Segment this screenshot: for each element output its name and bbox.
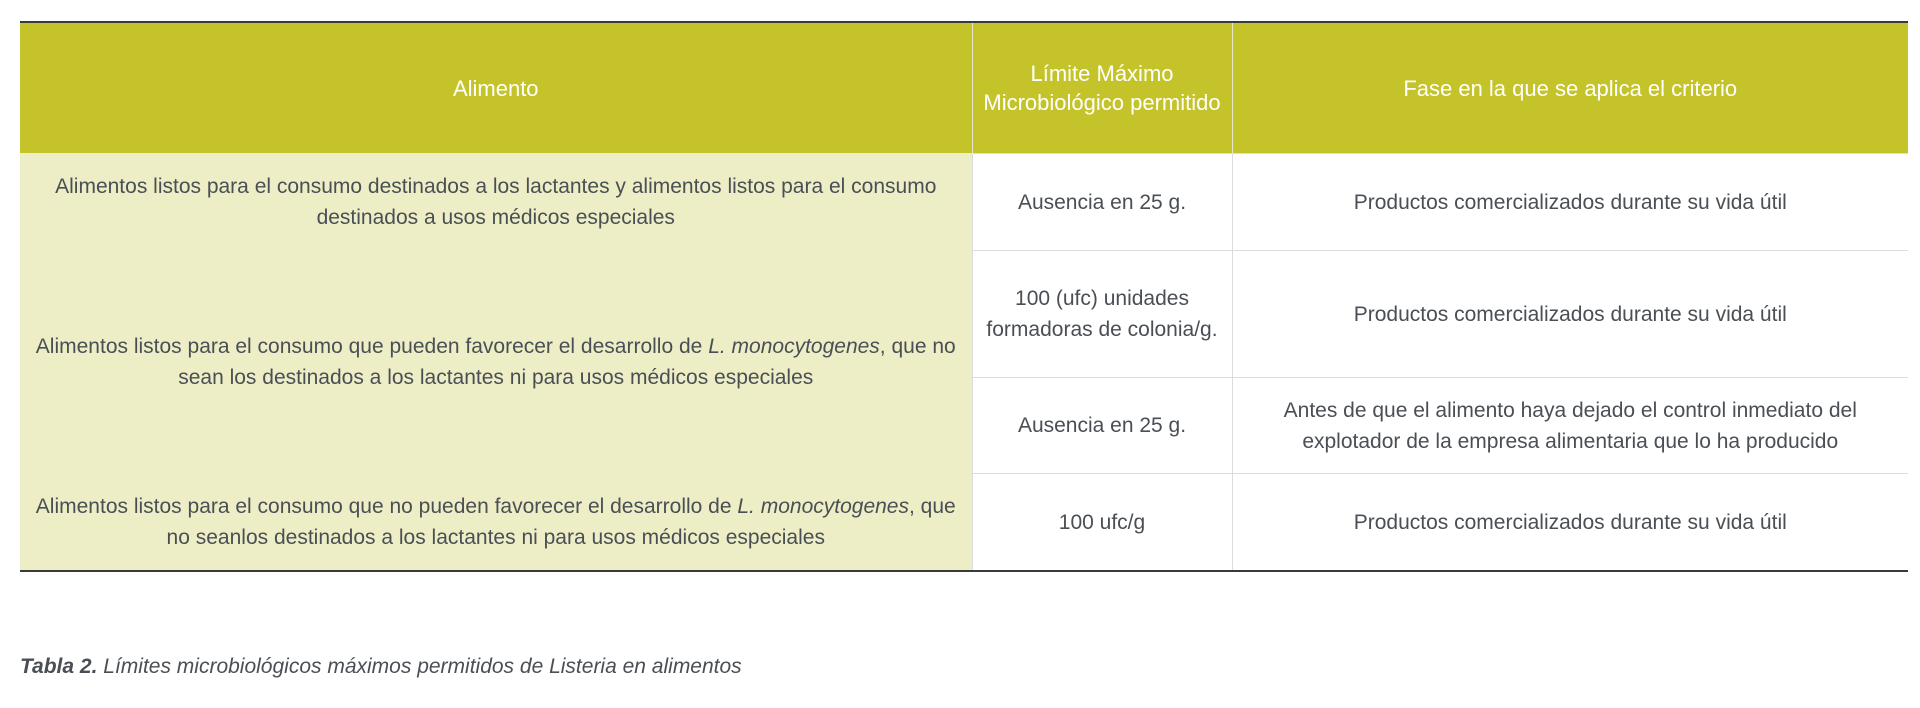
table-header-row [20,22,1908,154]
limit-cell: Ausencia en 25 g. [972,378,1232,474]
phase-cell: Productos comercializados durante su vida útil [1232,251,1908,378]
phase-cell: Antes de que el alimento haya dejado el control inmediato del explotador de la empresa alimentaria que lo ha producido [1232,378,1908,474]
limit-cell: 100 (ufc) unidades formadoras de colonia/g. [972,251,1232,378]
species-name: L. monocytogenes [708,335,880,358]
food-cell [20,474,972,572]
food-text: , que no sean los destinados a los lactantes ni para usos médicos especiales [178,335,956,389]
phase-cell: Productos comercializados durante su vida útil [1232,474,1908,572]
listeria-limits-table [20,21,1908,572]
food-text: , que no seanlos destinados a los lactantes ni para usos médicos especiales [166,495,956,549]
caption-text: Límites microbiológicos máximos permitidos de Listeria en alimentos [103,655,742,678]
food-cell [20,251,972,474]
header-food: Alimento [20,22,972,154]
table-row [20,154,1908,251]
listeria-limits-table-wrapper [20,21,1908,572]
caption-label: Tabla 2. [20,655,98,678]
limit-cell: Ausencia en 25 g. [972,154,1232,251]
food-text: Alimentos listos para el consumo que no pueden favorecer el desarrollo de [35,495,738,518]
table-row [20,251,1908,378]
phase-cell: Productos comercializados durante su vida útil [1232,154,1908,251]
header-phase: Fase en la que se aplica el criterio [1232,22,1908,154]
table-caption [20,655,742,679]
limit-cell: 100 ufc/g [972,474,1232,572]
species-name: L. monocytogenes [737,495,909,518]
food-text: Alimentos listos para el consumo que pueden favorecer el desarrollo de [35,335,709,358]
header-limit: Límite Máximo Microbiológico permitido [972,22,1232,154]
food-cell: Alimentos listos para el consumo destinados a los lactantes y alimentos listos para el consumo destinados a usos médicos especiales [20,154,972,251]
table-row [20,474,1908,572]
